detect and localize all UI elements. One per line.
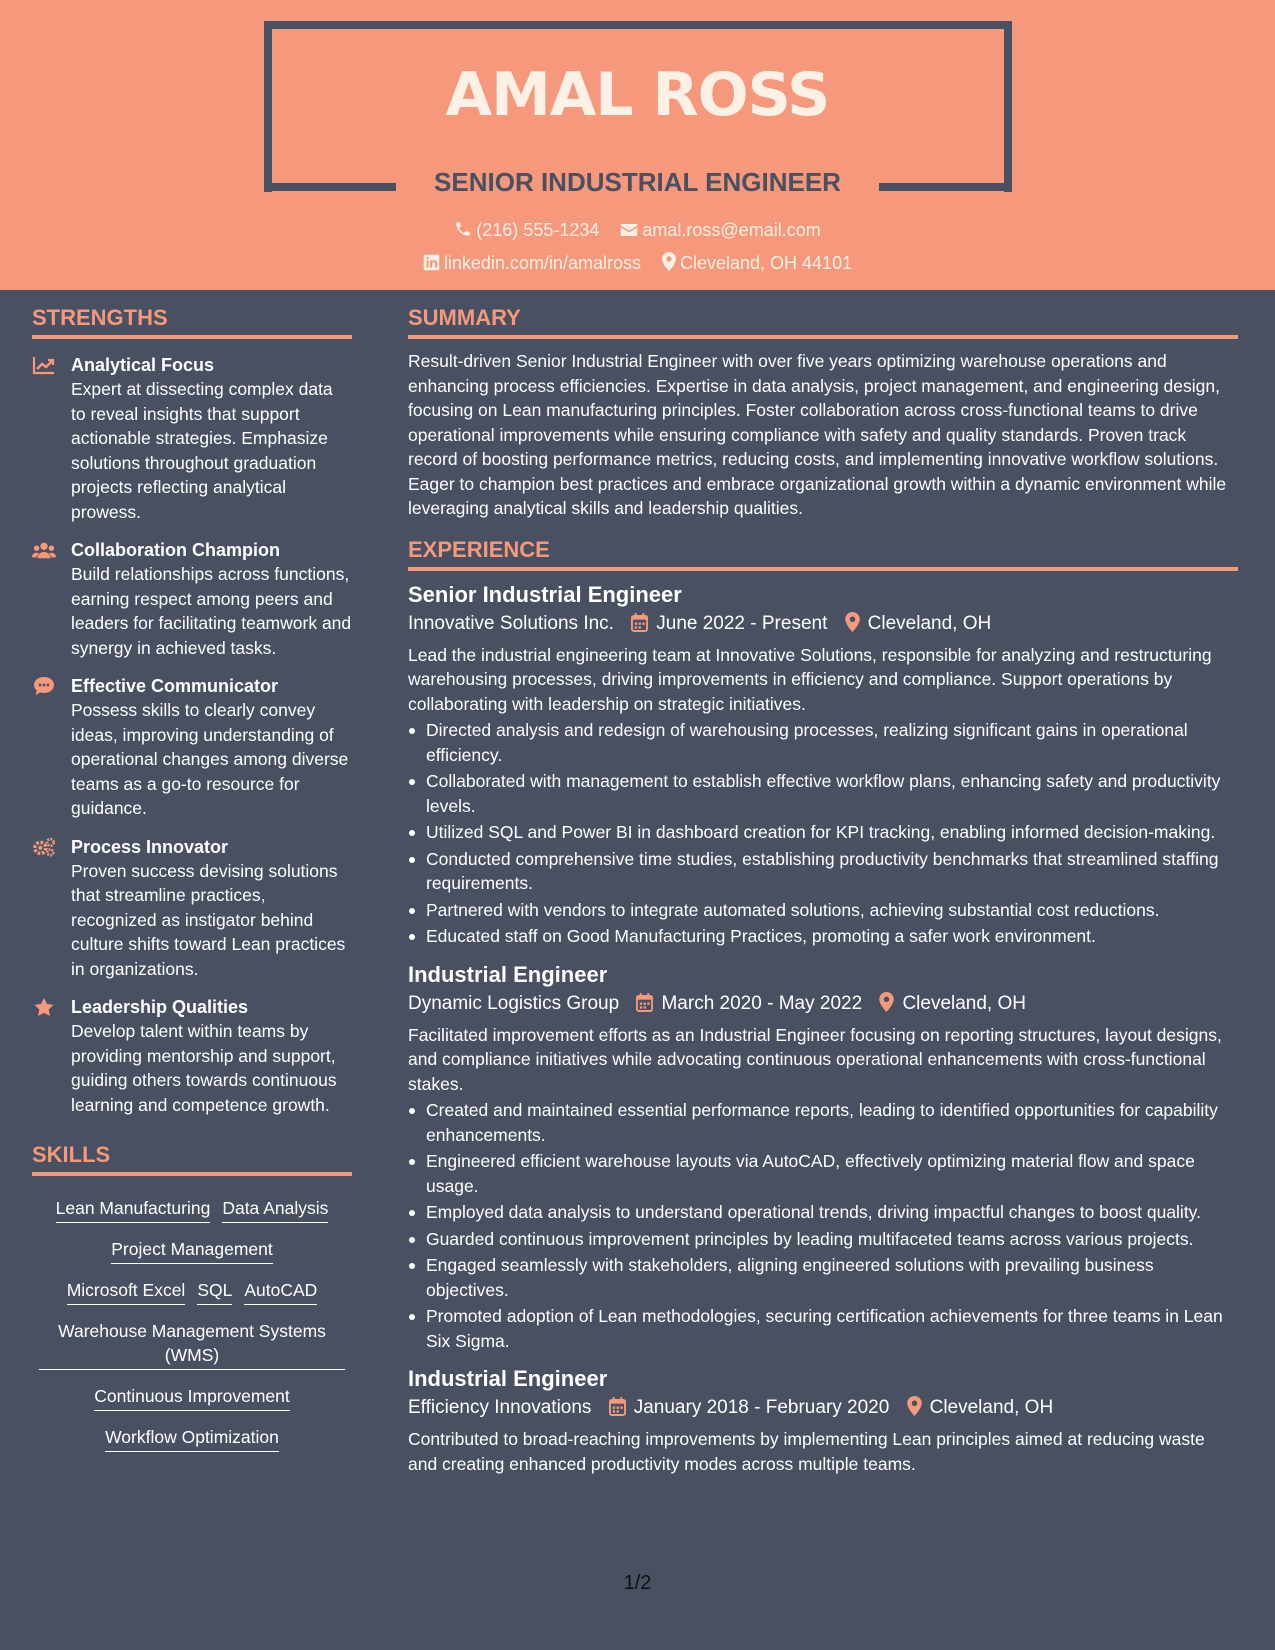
strength-item <box>32 674 352 821</box>
job-location-wrap <box>879 989 1026 1019</box>
summary-heading: SUMMARY <box>408 305 1238 339</box>
map-pin-icon <box>845 612 860 632</box>
job-entry <box>408 961 1238 1354</box>
calendar-icon <box>609 1397 626 1416</box>
skill-tag: Warehouse Management Systems (WMS) <box>39 1319 345 1370</box>
job-bullets <box>408 1098 1238 1353</box>
job-location: Cleveland, OH <box>929 1397 1054 1418</box>
candidate-name: AMAL ROSS <box>445 60 830 130</box>
bullet-item: Guarded continuous improvement principles by leading multifaceted teams across various projects. <box>408 1227 1238 1252</box>
location-contact <box>662 252 852 274</box>
bullet-item: Created and maintained essential performance reports, leading to identified opportunities for capability enhancements. <box>408 1098 1238 1147</box>
job-meta <box>408 989 1238 1019</box>
skill-tag: Project Management <box>111 1237 272 1264</box>
skills-heading: SKILLS <box>32 1142 352 1176</box>
strength-title: Process Innovator <box>71 836 229 857</box>
bullet-item: Promoted adoption of Lean methodologies, securing certification achievements for three teams in Lean Six Sigma. <box>408 1304 1238 1353</box>
skills-section <box>32 1142 352 1452</box>
phone-text: (216) 555-1234 <box>476 220 600 240</box>
skill-tag: Continuous Improvement <box>94 1384 290 1411</box>
job-company: Efficiency Innovations <box>408 1397 592 1418</box>
strength-description: Expert at dissecting complex data to reveal insights that support actionable strategies. Emphasize solutions throughout graduation projects reflecting analytical prowess. <box>71 379 333 522</box>
job-dates-wrap <box>609 1393 890 1423</box>
bullet-item: Educated staff on Good Manufacturing Practices, promoting a safer work environment. <box>408 924 1238 949</box>
job-entry <box>408 1365 1238 1476</box>
job-description: Lead the industrial engineering team at Innovative Solutions, responsible for analyzing and restructuring warehousing processes, driving improvements in efficiency and compliance. Support operations by collaborating with leadership on strategic initiatives. <box>408 644 1212 714</box>
job-dates: March 2020 - May 2022 <box>661 992 863 1014</box>
skill-tag: AutoCAD <box>244 1278 317 1305</box>
bullet-item: Directed analysis and redesign of warehousing processes, realizing significant gains in operational efficiency. <box>408 718 1238 767</box>
comment-icon <box>32 676 56 696</box>
phone-contact[interactable] <box>454 220 599 241</box>
strength-title: Effective Communicator <box>71 676 279 696</box>
strength-title: Analytical Focus <box>71 355 215 375</box>
bullet-item: Utilized SQL and Power BI in dashboard creation for KPI tracking, enabling informed decision-making. <box>408 820 1238 845</box>
job-dates-wrap <box>636 989 862 1019</box>
map-pin-icon <box>879 992 894 1012</box>
job-bullets <box>408 718 1238 949</box>
strength-description: Proven success devising solutions that streamline practices, recognized as instigator behind culture shifts toward Lean practices in organizations. <box>71 860 346 979</box>
linkedin-text: linkedin.com/in/amalross <box>443 253 641 273</box>
bullet-item: Engineered efficient warehouse layouts via AutoCAD, effectively optimizing material flow and space usage. <box>408 1149 1238 1198</box>
strength-item <box>32 835 352 982</box>
job-dates-wrap <box>631 609 827 639</box>
users-icon <box>32 540 56 560</box>
map-pin-icon <box>662 252 676 271</box>
contact-row-2 <box>0 252 1275 274</box>
job-meta <box>408 609 1238 639</box>
header <box>0 0 1275 290</box>
linkedin-icon <box>423 254 440 271</box>
job-location-wrap <box>845 609 992 639</box>
bullet-item: Partnered with vendors to integrate automated solutions, achieving substantial cost reductions. <box>408 898 1238 923</box>
calendar-icon <box>636 993 653 1012</box>
job-description: Facilitated improvement efforts as an Industrial Engineer focusing on reporting structures, layout designs, and compliance initiatives while advocating continuous operational enhancements with cross-functional stakes. <box>408 1024 1222 1094</box>
job-dates: January 2018 - February 2020 <box>633 1397 890 1418</box>
job-company: Innovative Solutions Inc. <box>408 612 614 634</box>
skill-tag: SQL <box>197 1278 232 1305</box>
phone-icon <box>454 220 472 238</box>
job-location: Cleveland, OH <box>902 992 1026 1014</box>
linkedin-contact[interactable] <box>423 253 641 274</box>
right-column <box>408 305 1238 1476</box>
bullet-item: Collaborated with management to establish effective workflow plans, enhancing safety and productivity levels. <box>408 769 1238 818</box>
email-contact[interactable] <box>620 220 820 241</box>
strength-description: Develop talent within teams by providing mentorship and support, guiding others towards continuous learning and competence growth. <box>71 1021 337 1115</box>
strength-item <box>32 353 352 524</box>
star-icon <box>32 997 56 1017</box>
strengths-heading: STRENGTHS <box>32 305 352 339</box>
job-entry <box>408 581 1238 949</box>
chart-line-icon <box>32 355 56 375</box>
job-description: Contributed to broad-reaching improvements by implementing Lean principles aimed at reducing waste and creating enhanced productivity modes across multiple teams. <box>408 1429 1205 1474</box>
email-text: amal.ross@email.com <box>642 220 821 240</box>
strength-item <box>32 995 352 1117</box>
map-pin-icon <box>907 1396 922 1416</box>
job-title: Industrial Engineer <box>408 1366 608 1391</box>
summary-text: Result-driven Senior Industrial Engineer with over five years optimizing warehouse operations and enhancing process efficiencies. Expertise in data analysis, project management, and engineering design, focusing on Lean manufacturing principles. Foster collaboration across cross-functional teams to drive operational improvements while ensuring compliance with safety and quality standards. Proven track record of boosting performance metrics, reducing costs, and implementing innovative workflow solutions. Eager to champion best practices and embrace organizational growth within a dynamic environment while leveraging analytical skills and leadership qualities. <box>408 351 1227 518</box>
page-number: 1/2 <box>623 1572 652 1594</box>
location-text: Cleveland, OH 44101 <box>679 253 853 273</box>
gears-icon <box>32 837 56 857</box>
job-title: Industrial Engineer <box>408 961 608 987</box>
left-column <box>32 305 352 1452</box>
skill-tag: Lean Manufacturing <box>56 1196 211 1223</box>
contact-row-1 <box>0 220 1275 241</box>
skill-tag: Data Analysis <box>222 1196 328 1223</box>
strength-item <box>32 538 352 660</box>
strength-title: Leadership Qualities <box>71 997 249 1017</box>
experience-heading: EXPERIENCE <box>408 537 1238 571</box>
job-location: Cleveland, OH <box>867 612 992 634</box>
strength-description: Possess skills to clearly convey ideas, improving understanding of operational changes among diverse teams as a go-to resource for guidance. <box>71 700 349 818</box>
job-dates: June 2022 - Present <box>656 612 828 634</box>
strength-title: Collaboration Champion <box>71 540 280 560</box>
bullet-item: Employed data analysis to understand operational trends, driving impactful changes to boost quality. <box>408 1200 1238 1225</box>
job-location-wrap <box>907 1393 1054 1423</box>
job-title: Senior Industrial Engineer <box>408 581 682 607</box>
job-meta <box>408 1393 1238 1423</box>
envelope-icon <box>620 222 638 238</box>
bullet-item: Conducted comprehensive time studies, establishing productivity benchmarks that streamlined staffing requirements. <box>408 847 1238 896</box>
skills-list <box>32 1176 352 1452</box>
calendar-icon <box>631 613 648 632</box>
skill-tag: Workflow Optimization <box>105 1425 279 1452</box>
skill-tag: Microsoft Excel <box>67 1278 186 1305</box>
candidate-title: SENIOR INDUSTRIAL ENGINEER <box>434 167 841 197</box>
bullet-item: Engaged seamlessly with stakeholders, aligning engineered solutions with prevailing business objectives. <box>408 1253 1238 1302</box>
job-company: Dynamic Logistics Group <box>408 992 620 1014</box>
strength-description: Build relationships across functions, earning respect among peers and leaders for facilitating teamwork and synergy in achieved tasks. <box>71 564 352 658</box>
